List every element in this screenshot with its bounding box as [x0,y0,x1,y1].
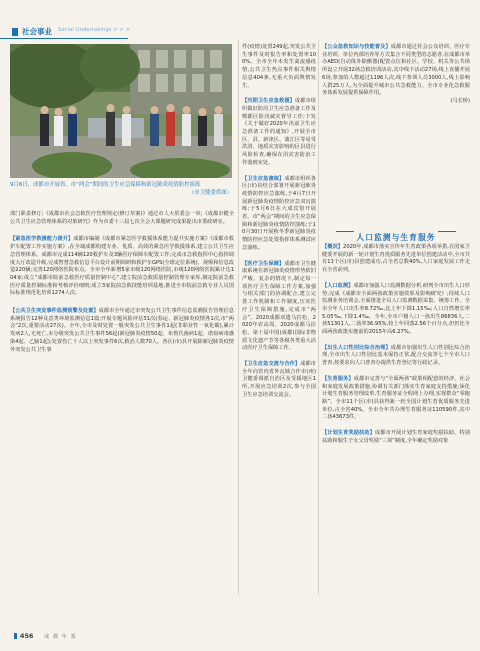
subsection-title: 【人口监测】 [322,282,354,289]
paragraph [322,244,470,275]
paragraph [322,430,470,445]
section-heading-label: 人口监测与生育服务 [356,233,436,242]
subsection-title: 【计划生育奖励扶助】 [322,430,375,437]
subsection-body: 成都市通过社会公众培训、医疗专业培训、单位内部培养等方式集合不同类型的志愿者,在成都市举办AED(自动体外除颤器)配置点位和社区、学校、机关等公共场所设立开展32场急救培训活动,其中线下活动27场,线上直播开展6场,参加的人数超过1196人次,线下参训人员3000人,线上影响人群25万人,为全面提升城市公共急救能力、全市专业化急救服务体系发展提供保障作用。 [322,44,470,97]
subsection-body: 成都市完善与“全面两孩”政策相配套的经济、社会和家庭发展政策措施,协调有关部门落实生育家庭支持措施;深化计划生育服务管理改革,生育服务证全程网上办理,实现群众“零跑路”。全市11个区(市)县获得新一轮全国计划生育优质服务先进单位,占全省40%。全市全年共办理生育服务证110590件,其中二孩43673件。 [322,375,470,421]
subsection-title: 【紧急医学救援能力提升】 [10,236,74,243]
subsection-title: 【出生人口性别比综合治理】 [322,344,391,351]
subsection-body: 成都市开展计划生育家庭奖励扶助、特别扶助和独生子女父母奖励“三项”制度,全年确定奖励对象 [322,430,470,444]
subsection-title: 【生育服务】 [322,375,354,382]
paragraph [242,361,316,400]
column-divider [318,40,319,595]
column-3 [322,44,470,106]
subsection-title: 【公共卫生突发事件监测预警及处置】 [10,308,99,315]
subsection-title: 【公众急救知识与技能普及】 [322,44,391,50]
subsection-body: 成都市全年通过市突发公共卫生事件信息监测报告管理信息系统报告12种及意类环境监测信息1篇;开展专题风险评估31次(春运、新冠肺炎疫情各1次,市“两会”2次,重要活动27次)。全年,全市及时处置一般突发公共卫生事件1起(非职业性一氧化碳),累计发病2人,无死亡,未分级突发公共卫生事件56起(新冠肺炎疫情50起、布鲁氏菌病1起、诺如病毒感染4起、乙脑1起);处置伤亡十人以上突发事件6次,救治人数70人。各区(市)县开展除新冠肺炎疫情外突发公共卫生事 [10,308,234,353]
photo-caption [10,182,232,197]
photo-icon [10,44,232,178]
author-signature: (马长桥) [450,97,470,104]
heading-rule-left [336,231,354,232]
column-1 [10,211,234,354]
column-3-lower [322,244,470,445]
subsection-body: 成都市加强人口监测数据分析,研判全市出生人口形势,完成《成都市全面两孩政策实施效果及影响研究》;持续人口监测业务培训会,全面推进全员人口监测数据采集、统筹工作。全市全年人口出生率8.72‰,比上年下降1.15‰;人口自然增长率5.05‰,下降1.4‰。全年,全市户籍人口一孩出生86836人,二孩51301人,二孩率36.95%,较上年回落2.56个百分点,但仍比全面两孩政策实施前的2015年高6.27%。 [322,282,470,336]
subsection-body: 成都市全年向省内省外瓦城合作市(州)卫健委调派自治区及受援地区1所,开展应急培训2次,参与全国卫生应急培训交流会。 [242,361,316,398]
page-number: 456 [20,632,34,640]
section-subtitle-en: Social Undertakings > > > [58,27,131,33]
paragraph: 件(疫情)处置249起,突发公共卫生事件及时报告率和处置率100%。全市全年未发生禽流感疫情,公共卫生热点事件相关舆情信息404条,无重大负面舆情发生。 [242,44,316,89]
subsection-title: 【卫生应急演练】 [242,175,285,182]
subsection-body: 成都市组织做好防汛卫生应急准备工作及郫都区防汛减灾督导工作;下发《关于做好2020年汛前卫生应急准备工作的通知》,开展全市区、县、新津区、蒲江区等易受洪涝、地质灾害影响的区县进行风险检查,确保在汛灾害防治工作落到实处。 [242,98,316,166]
subsection-title: 【概况】 [322,244,344,250]
section-marker-icon [12,28,18,36]
footer-marker-icon [14,633,17,639]
paragraph [322,376,470,422]
heading-rule-right [438,231,456,232]
subsection-body: 成都市组织各区(市)县结合部署开展新冠肺炎疫情防控应急演练,于4月7日开展新冠肺炎疫情防控应急双盲演练;于5月6日在大成宾馆开展省、市“两会”期间的卫生应急保障和新冠肺炎疫情防控演练;于10月30日开展秋冬季新冠肺炎疫情防控应急处置指挥体系测试应急演练。 [242,175,316,251]
subsection-title: 【汛期卫生应急救援】 [242,98,295,105]
column-2 [242,44,316,400]
paragraph [242,176,316,253]
paragraph [242,261,316,353]
paragraph [322,345,470,368]
paragraph [322,44,470,98]
subsection-title: 【医疗卫生保障】 [242,260,285,267]
paragraph [10,308,234,354]
subsection-title: 【卫生应急交流与合作】 [242,361,301,368]
subsection-body: 2020年,成都市落实宣传年生育政策各项举措,在国家卫健委开展的新一轮计划生育优质服务先进单位创建活动中,全市共有11个区(市)县创建成功,占全省总数40%,人口家庭发展工作走在全省前列。 [322,244,470,274]
paragraph: 部门职责修订;《成都市社会急救医疗管理规定(修订草案)》通过市人大常委会一审;《成都市健全公共卫生应急管理体系的对策研究》作为市委十三届七次全会大课题研究成果提出市委政研室。 [10,211,234,225]
column-divider [238,40,239,595]
photo-caption-text: 9月6日，成都市开展省、市“两会”期间的卫生应急保障和新冠肺炎疫情防控演练 [10,182,201,188]
section-heading [322,225,470,242]
book-title: 成 都 年 鉴 [44,634,77,640]
subsection-body: 成都市编制《成都市紧急医学救援体系能力提升实施方案》《成都市救护车配置工作实施方案》,在全域成都构建专业、优质、高效的紧急医学救援体系,建立公共卫生应急管理体系。成都市完成114辆120救护车及3辆医疗保障车配置工作;完成市急救指挥中心指挥调度大厅改造升级,完成智慧急救信息平台设计前期调研和救护车GPS(全球定位系统)、视频和信息改造220辆;完善120网络医院布点。全市全年新增5家市级120网络医院,市级120网络医院累计达104家;成立“成都市院前急救医疗质量控制中心”,建立院前急救质量控制管理专家库,制定院前急救医疗质量控制标准和考核评价细则;成立3家院前急救技能培训基地,推进全市院前急救专业人员国际标准规范化培训1274人次。 [10,236,234,297]
page-header [0,0,480,40]
event-photo [10,44,232,178]
paragraph [322,283,470,337]
photo-source: （市卫健委供图） [188,189,232,196]
subsection-body: 成都市加强出生人口性别比综合治理,全市出生人口性别比基本保持正常,配合交流等七个全市人口普查,按要求向人口普查办提供生育登记等行政记录。 [322,344,470,367]
header-rule [0,38,128,39]
section-title: 社会事业 [22,27,52,36]
paragraph [242,98,316,167]
subsection-body: 成都市卫生健康系统在新冠肺炎疫情形势依旧严峻、复杂的情况下,制定每一项医疗卫生保障工作方案,加强与相关部门的协调配合,建立完善工作机制和工作制度,压实医疗卫生保障措施,完成市“两会”、2020成都双遗马拉松、2020年农高周、2020成都马拉松、第十届中国(成都)国际非物质文化遗产节等各级各类重大活动医疗卫生保障工作。 [242,260,316,352]
paragraph [10,236,234,298]
